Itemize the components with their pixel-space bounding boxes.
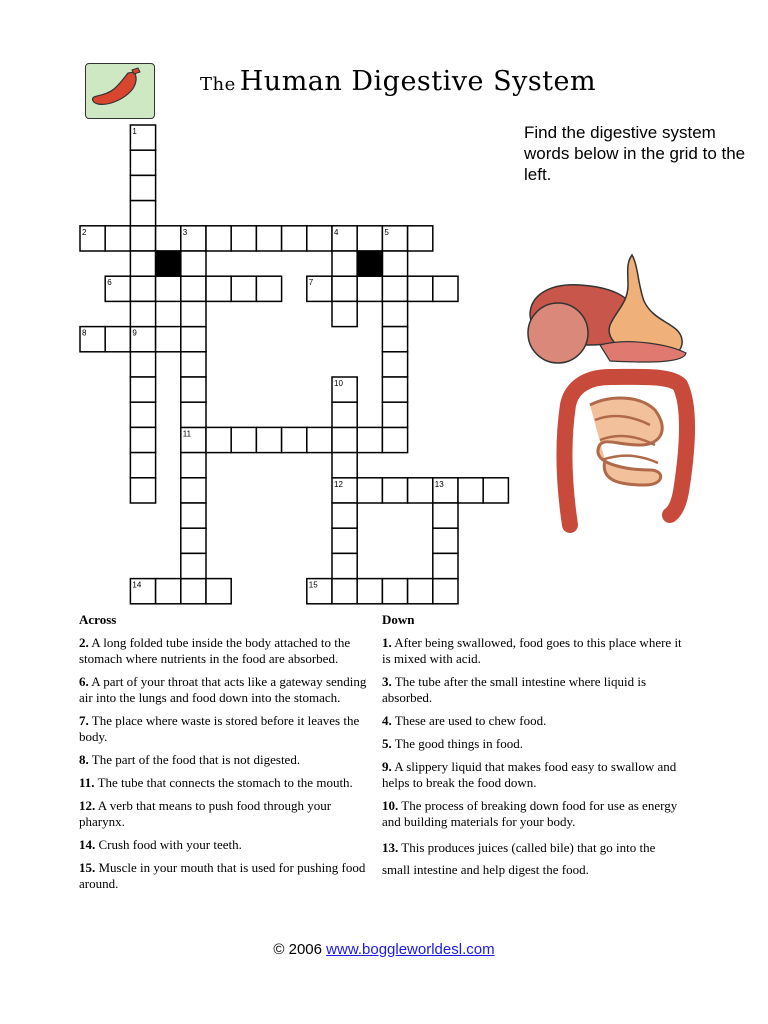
grid-number-6: 6 (107, 278, 112, 288)
grid-cell[interactable] (130, 276, 155, 301)
clue-across-8: 8. The part of the food that is not digested. (79, 752, 301, 767)
grid-cell[interactable] (206, 226, 231, 251)
clue-across-2: 2. A long folded tube inside the body attached to the stomach where nutrients in the food are absorbed. (79, 635, 351, 666)
grid-cell[interactable] (181, 327, 206, 352)
grid-cell[interactable] (382, 402, 407, 427)
grid-cell[interactable] (181, 251, 206, 276)
title-main: Human Digestive System (239, 66, 597, 97)
grid-cell[interactable] (382, 251, 407, 276)
grid-number-7: 7 (308, 278, 314, 288)
grid-cell[interactable] (256, 427, 281, 452)
grid-cell[interactable] (130, 402, 155, 427)
grid-cell[interactable] (156, 226, 181, 251)
grid-cell[interactable] (382, 352, 407, 377)
grid-number-3: 3 (182, 227, 188, 237)
grid-cell[interactable] (181, 579, 206, 604)
grid-cell[interactable] (433, 528, 458, 553)
grid-number-5: 5 (384, 227, 389, 237)
grid-cell[interactable] (130, 201, 155, 226)
grid-cell[interactable] (130, 226, 155, 251)
grid-number-2: 2 (82, 227, 87, 237)
grid-cell[interactable] (483, 478, 508, 503)
website-link[interactable]: www.boggleworldesl.com (326, 941, 495, 958)
grid-cell[interactable] (433, 579, 458, 604)
clue-across-14: 14. Crush food with your teeth. (79, 837, 242, 852)
grid-cell[interactable] (382, 478, 407, 503)
grid-cell[interactable] (231, 276, 256, 301)
grid-cell[interactable] (382, 377, 407, 402)
grid-cell[interactable] (181, 503, 206, 528)
across-clues (79, 612, 372, 899)
grid-cell[interactable] (181, 402, 206, 427)
grid-cell[interactable] (181, 352, 206, 377)
clue-down-10: 10. The process of breaking down food for use as energy and building materials for your body. (382, 798, 678, 829)
grid-cell[interactable] (382, 427, 407, 452)
grid-number-9: 9 (132, 328, 137, 338)
gallbladder-icon (528, 303, 588, 363)
grid-number-10: 10 (334, 379, 343, 388)
grid-cell[interactable] (181, 276, 206, 301)
clue-down-9: 9. A slippery liquid that makes food easy to swallow and helps to break the food down. (382, 759, 677, 790)
grid-cell[interactable] (181, 453, 206, 478)
grid-cell[interactable] (130, 453, 155, 478)
grid-cell[interactable] (332, 301, 357, 326)
clue-down-4: 4. These are used to chew food. (382, 713, 547, 728)
clue-across-15: 15. Muscle in your mouth that is used for pushing food around. (79, 860, 366, 891)
small-intestine-icon (590, 398, 662, 485)
footer (0, 941, 768, 958)
down-heading: Down (382, 612, 415, 627)
grid-cell[interactable] (357, 427, 382, 452)
grid-cell[interactable] (382, 579, 407, 604)
title-prefix: The (200, 74, 236, 95)
grid-cell[interactable] (433, 276, 458, 301)
grid-cell[interactable] (130, 377, 155, 402)
grid-cell[interactable] (382, 327, 407, 352)
grid-cell[interactable] (181, 553, 206, 578)
grid-cell[interactable] (382, 276, 407, 301)
grid-cell[interactable] (307, 427, 332, 452)
grid-cell[interactable] (357, 478, 382, 503)
instructions-text: Find the digestive system words below in the grid to the left. (524, 123, 746, 184)
grid-cell[interactable] (408, 226, 433, 251)
grid-cell[interactable] (231, 427, 256, 452)
grid-cell[interactable] (130, 301, 155, 326)
grid-cell[interactable] (332, 503, 357, 528)
grid-number-15: 15 (308, 580, 318, 590)
grid-cell[interactable] (332, 276, 357, 301)
grid-cell[interactable] (181, 377, 206, 402)
grid-cell[interactable] (458, 478, 483, 503)
grid-cell[interactable] (156, 276, 181, 301)
grid-cell[interactable] (357, 276, 382, 301)
grid-number-14: 14 (132, 580, 142, 590)
clue-across-12: 12. A verb that means to push food through your pharynx. (79, 798, 332, 829)
down-clues (382, 612, 682, 888)
grid-number-4: 4 (334, 227, 339, 237)
grid-number-13: 13 (434, 479, 444, 489)
across-heading: Across (79, 612, 117, 627)
grid-cell[interactable] (130, 352, 155, 377)
grid-cell[interactable] (256, 226, 281, 251)
clue-down-3: 3. The tube after the small intestine where liquid is absorbed. (382, 674, 647, 705)
grid-cell[interactable] (382, 301, 407, 326)
grid-cell[interactable] (130, 478, 155, 503)
grid-number-12: 12 (334, 479, 343, 489)
grid-cell[interactable] (332, 579, 357, 604)
grid-cell[interactable] (433, 503, 458, 528)
grid-cell[interactable] (206, 427, 231, 452)
clue-across-7: 7. The place where waste is stored before it leaves the body. (79, 713, 360, 744)
grid-cell[interactable] (332, 453, 357, 478)
grid-cell[interactable] (332, 427, 357, 452)
grid-cell[interactable] (307, 226, 332, 251)
grid-cell[interactable] (408, 276, 433, 301)
grid-cell[interactable] (332, 251, 357, 276)
grid-cell[interactable] (332, 553, 357, 578)
digestive-organs-illustration (520, 245, 700, 540)
clue-down-1: 1. After being swallowed, food goes to this place where it is mixed with acid. (382, 635, 682, 666)
clue-down-5: 5. The good things in food. (382, 736, 523, 751)
grid-cell[interactable] (130, 150, 155, 175)
grid-cell[interactable] (156, 327, 181, 352)
grid-cell[interactable] (282, 427, 307, 452)
grid-cell[interactable] (156, 579, 181, 604)
black-square (357, 251, 382, 276)
grid-cell[interactable] (282, 226, 307, 251)
grid-cell[interactable] (408, 478, 433, 503)
clue-across-11: 11. The tube that connects the stomach to the mouth. (79, 775, 353, 790)
grid-cell[interactable] (332, 528, 357, 553)
copyright-text: © 2006 (273, 941, 322, 958)
grid-cell[interactable] (181, 301, 206, 326)
grid-cell[interactable] (130, 427, 155, 452)
grid-cell[interactable] (332, 402, 357, 427)
black-square (156, 251, 181, 276)
grid-cell[interactable] (357, 579, 382, 604)
grid-cell[interactable] (130, 251, 155, 276)
clue-across-6: 6. A part of your throat that acts like a gateway sending air into the lungs and food down into the stomach. (79, 674, 367, 705)
grid-cell[interactable] (357, 226, 382, 251)
grid-number-8: 8 (82, 328, 87, 338)
grid-cell[interactable] (181, 478, 206, 503)
grid-cell[interactable] (231, 226, 256, 251)
grid-cell[interactable] (206, 276, 231, 301)
grid-cell[interactable] (105, 327, 130, 352)
grid-cell[interactable] (256, 276, 281, 301)
clue-down-13: 13. This produces juices (called bile) that go into the small intestine and help digest the food. (382, 840, 656, 877)
grid-cell[interactable] (408, 579, 433, 604)
grid-number-1: 1 (132, 127, 137, 136)
grid-cell[interactable] (181, 528, 206, 553)
grid-cell[interactable] (130, 175, 155, 200)
grid-number-11: 11 (182, 429, 192, 439)
grid-cell[interactable] (105, 226, 130, 251)
grid-cell[interactable] (206, 579, 231, 604)
grid-cell[interactable] (433, 553, 458, 578)
